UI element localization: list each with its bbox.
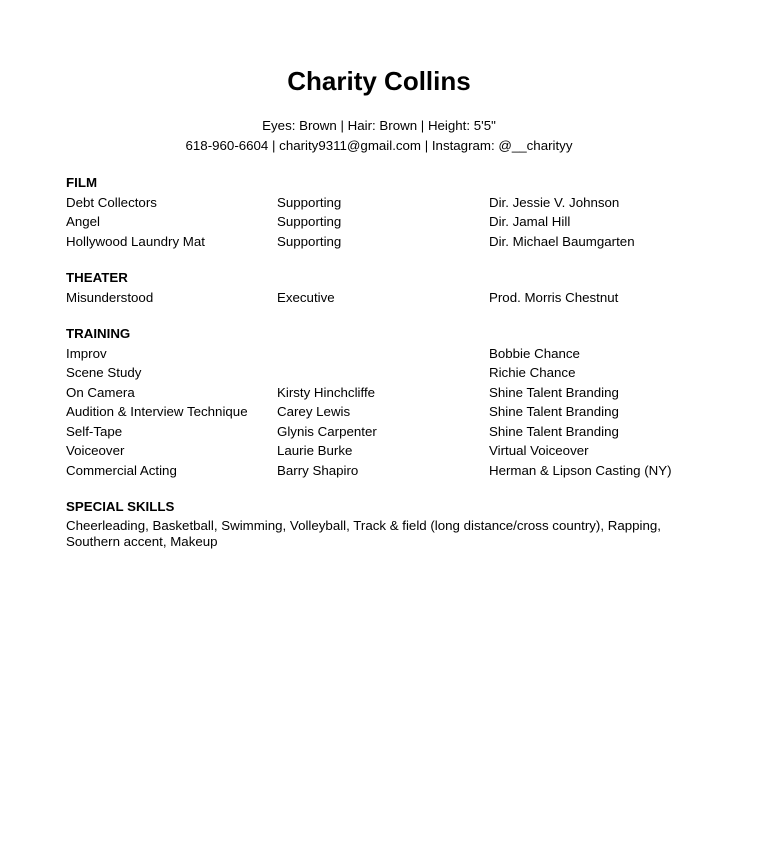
film-row bbox=[66, 233, 706, 253]
training-teacher: Kirsty Hinchcliffe bbox=[277, 384, 376, 400]
theater-section-title: THEATER bbox=[66, 270, 128, 285]
training-teacher: Barry Shapiro bbox=[277, 462, 359, 478]
training-row bbox=[66, 384, 706, 404]
theater-role: Executive bbox=[277, 289, 335, 305]
training-teacher: Glynis Carpenter bbox=[277, 423, 377, 439]
film-project: Hollywood Laundry Mat bbox=[66, 233, 205, 249]
training-school: Shine Talent Branding bbox=[489, 384, 619, 400]
training-course: Voiceover bbox=[66, 443, 125, 458]
training-course: Self-Tape bbox=[66, 423, 123, 439]
training-course: Scene Study bbox=[66, 365, 142, 380]
physical-info: Eyes: Brown | Hair: Brown | Height: 5'5" bbox=[262, 118, 496, 133]
theater-row bbox=[66, 289, 706, 309]
film-credit: Dir. Jessie V. Johnson bbox=[489, 194, 620, 210]
film-row bbox=[66, 213, 706, 233]
theater-project: Misunderstood bbox=[66, 289, 154, 305]
training-teacher: Laurie Burke bbox=[277, 443, 353, 458]
training-school: Bobbie Chance bbox=[489, 345, 580, 361]
training-row bbox=[66, 345, 706, 365]
special-skills-section bbox=[66, 498, 706, 551]
film-credit: Dir. Michael Baumgarten bbox=[489, 233, 635, 249]
film-credit: Dir. Jamal Hill bbox=[489, 214, 571, 229]
training-school: Virtual Voiceover bbox=[489, 443, 589, 458]
film-role: Supporting bbox=[277, 233, 342, 249]
film-section-title: FILM bbox=[66, 175, 98, 190]
film-role: Supporting bbox=[277, 194, 342, 210]
special-skills-title: SPECIAL SKILLS bbox=[66, 499, 175, 514]
actor-name: Charity Collins bbox=[287, 66, 471, 96]
training-school: Herman & Lipson Casting (NY) bbox=[489, 462, 672, 478]
training-course: Audition & Interview Technique bbox=[66, 404, 248, 419]
training-course: On Camera bbox=[66, 384, 135, 400]
training-teacher: Carey Lewis bbox=[277, 404, 351, 419]
training-row bbox=[66, 462, 706, 482]
film-section bbox=[66, 174, 706, 252]
theater-section bbox=[66, 269, 706, 308]
training-school: Richie Chance bbox=[489, 365, 576, 380]
special-skills-text: Cheerleading, Basketball, Swimming, Volleyball, Track & field (long distance/cross country), Rapping, Southern accent, Makeup bbox=[66, 517, 661, 549]
film-row bbox=[66, 194, 706, 214]
training-course: Improv bbox=[66, 345, 107, 361]
film-role: Supporting bbox=[277, 214, 342, 229]
training-row bbox=[66, 423, 706, 443]
theater-credit: Prod. Morris Chestnut bbox=[489, 289, 619, 305]
training-school: Shine Talent Branding bbox=[489, 423, 619, 439]
training-row bbox=[66, 403, 706, 423]
training-row bbox=[66, 442, 706, 462]
contact-info: 618-960-6604 | charity9311@gmail.com | Instagram: @__charityy bbox=[185, 138, 573, 153]
film-project: Debt Collectors bbox=[66, 194, 157, 210]
training-section-title: TRAINING bbox=[66, 326, 131, 341]
training-section bbox=[66, 325, 706, 481]
training-school: Shine Talent Branding bbox=[489, 404, 619, 419]
film-project: Angel bbox=[66, 214, 101, 229]
training-course: Commercial Acting bbox=[66, 462, 177, 478]
training-row bbox=[66, 364, 706, 384]
